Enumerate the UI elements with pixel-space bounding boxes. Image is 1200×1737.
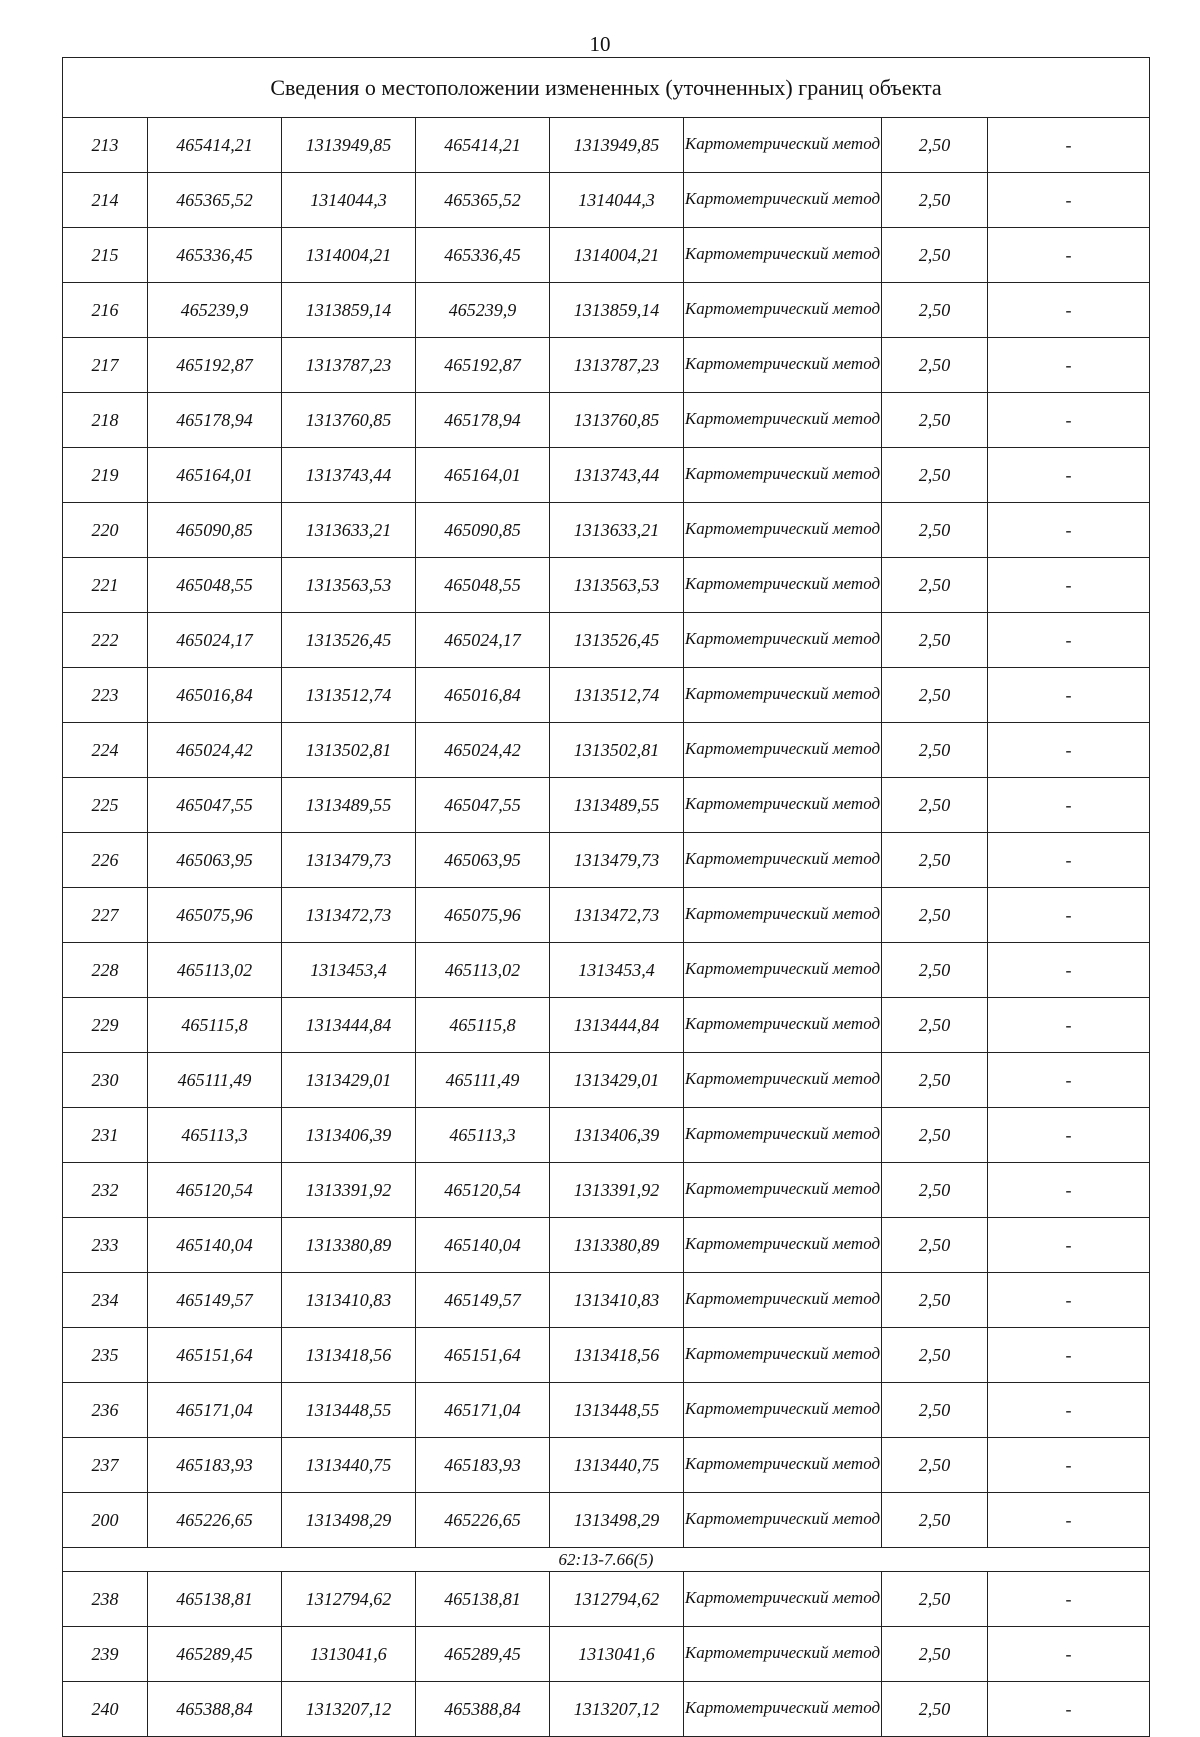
point-number-cell: 222 [63,613,148,668]
description-cell: - [988,888,1150,943]
x-existing-cell: 465239,9 [148,283,282,338]
x-existing-cell: 465226,65 [148,1493,282,1548]
point-number-cell: 221 [63,558,148,613]
table-title-row [63,58,1150,118]
x-new-cell: 465111,49 [416,1053,550,1108]
description-cell: - [988,943,1150,998]
y-existing-cell: 1313787,23 [282,338,416,393]
point-number-cell: 215 [63,228,148,283]
method-cell: Картометрический метод [684,393,882,448]
method-cell: Картометрический метод [684,338,882,393]
x-new-cell: 465192,87 [416,338,550,393]
y-new-cell: 1313498,29 [550,1493,684,1548]
x-new-cell: 465140,04 [416,1218,550,1273]
description-cell: - [988,1218,1150,1273]
method-cell: Картометрический метод [684,1682,882,1737]
accuracy-cell: 2,50 [882,393,988,448]
description-cell: - [988,283,1150,338]
description-cell: - [988,723,1150,778]
x-existing-cell: 465113,3 [148,1108,282,1163]
x-new-cell: 465365,52 [416,173,550,228]
x-existing-cell: 465414,21 [148,118,282,173]
x-existing-cell: 465178,94 [148,393,282,448]
method-cell: Картометрический метод [684,1438,882,1493]
table-row [63,778,1150,833]
table-row [63,448,1150,503]
accuracy-cell: 2,50 [882,338,988,393]
x-existing-cell: 465149,57 [148,1273,282,1328]
x-new-cell: 465239,9 [416,283,550,338]
section-row [63,1548,1150,1572]
y-existing-cell: 1313440,75 [282,1438,416,1493]
description-cell: - [988,1273,1150,1328]
y-new-cell: 1313380,89 [550,1218,684,1273]
table-row [63,888,1150,943]
x-existing-cell: 465075,96 [148,888,282,943]
table-row [63,503,1150,558]
x-new-cell: 465075,96 [416,888,550,943]
x-existing-cell: 465063,95 [148,833,282,888]
description-cell: - [988,1053,1150,1108]
point-number-cell: 227 [63,888,148,943]
method-cell: Картометрический метод [684,173,882,228]
x-new-cell: 465414,21 [416,118,550,173]
accuracy-cell: 2,50 [882,888,988,943]
section-label: 62:13-7.66(5) [63,1548,1150,1572]
y-existing-cell: 1313498,29 [282,1493,416,1548]
table-row [63,1493,1150,1548]
accuracy-cell: 2,50 [882,613,988,668]
table-row [63,393,1150,448]
table-row [63,998,1150,1053]
y-new-cell: 1313448,55 [550,1383,684,1438]
y-existing-cell: 1313444,84 [282,998,416,1053]
y-new-cell: 1313859,14 [550,283,684,338]
y-new-cell: 1313453,4 [550,943,684,998]
point-number-cell: 230 [63,1053,148,1108]
description-cell: - [988,228,1150,283]
y-existing-cell: 1313448,55 [282,1383,416,1438]
accuracy-cell: 2,50 [882,283,988,338]
y-existing-cell: 1313472,73 [282,888,416,943]
table-row [63,668,1150,723]
accuracy-cell: 2,50 [882,118,988,173]
method-cell: Картометрический метод [684,503,882,558]
method-cell: Картометрический метод [684,1053,882,1108]
description-cell: - [988,503,1150,558]
y-existing-cell: 1313429,01 [282,1053,416,1108]
y-existing-cell: 1313410,83 [282,1273,416,1328]
table-row [63,943,1150,998]
table-row [63,1383,1150,1438]
table-row [63,1273,1150,1328]
table-row [63,613,1150,668]
y-new-cell: 1313502,81 [550,723,684,778]
y-new-cell: 1313391,92 [550,1163,684,1218]
x-existing-cell: 465171,04 [148,1383,282,1438]
y-new-cell: 1313633,21 [550,503,684,558]
y-new-cell: 1313479,73 [550,833,684,888]
x-new-cell: 465183,93 [416,1438,550,1493]
description-cell: - [988,338,1150,393]
accuracy-cell: 2,50 [882,1627,988,1682]
description-cell: - [988,1328,1150,1383]
description-cell: - [988,1108,1150,1163]
method-cell: Картометрический метод [684,778,882,833]
x-new-cell: 465047,55 [416,778,550,833]
point-number-cell: 237 [63,1438,148,1493]
y-new-cell: 1313440,75 [550,1438,684,1493]
x-existing-cell: 465140,04 [148,1218,282,1273]
y-existing-cell: 1313502,81 [282,723,416,778]
x-existing-cell: 465047,55 [148,778,282,833]
x-existing-cell: 465388,84 [148,1682,282,1737]
description-cell: - [988,1572,1150,1627]
y-existing-cell: 1313391,92 [282,1163,416,1218]
x-new-cell: 465120,54 [416,1163,550,1218]
accuracy-cell: 2,50 [882,1328,988,1383]
y-new-cell: 1313563,53 [550,558,684,613]
x-new-cell: 465171,04 [416,1383,550,1438]
x-new-cell: 465048,55 [416,558,550,613]
y-new-cell: 1313041,6 [550,1627,684,1682]
y-existing-cell: 1313526,45 [282,613,416,668]
description-cell: - [988,1627,1150,1682]
y-new-cell: 1313418,56 [550,1328,684,1383]
x-new-cell: 465063,95 [416,833,550,888]
point-number-cell: 220 [63,503,148,558]
x-new-cell: 465149,57 [416,1273,550,1328]
page-number: 10 [589,32,611,56]
y-new-cell: 1313949,85 [550,118,684,173]
x-existing-cell: 465164,01 [148,448,282,503]
y-new-cell: 1313207,12 [550,1682,684,1737]
method-cell: Картометрический метод [684,943,882,998]
accuracy-cell: 2,50 [882,448,988,503]
table-row [63,1572,1150,1627]
accuracy-cell: 2,50 [882,1682,988,1737]
accuracy-cell: 2,50 [882,1053,988,1108]
y-new-cell: 1313489,55 [550,778,684,833]
x-existing-cell: 465138,81 [148,1572,282,1627]
description-cell: - [988,833,1150,888]
y-new-cell: 1313410,83 [550,1273,684,1328]
y-new-cell: 1313512,74 [550,668,684,723]
y-existing-cell: 1313479,73 [282,833,416,888]
x-new-cell: 465388,84 [416,1682,550,1737]
y-existing-cell: 1313489,55 [282,778,416,833]
point-number-cell: 218 [63,393,148,448]
y-new-cell: 1313526,45 [550,613,684,668]
y-existing-cell: 1313380,89 [282,1218,416,1273]
table-row [63,1328,1150,1383]
point-number-cell: 223 [63,668,148,723]
method-cell: Картометрический метод [684,283,882,338]
accuracy-cell: 2,50 [882,1163,988,1218]
description-cell: - [988,668,1150,723]
method-cell: Картометрический метод [684,668,882,723]
x-new-cell: 465113,02 [416,943,550,998]
method-cell: Картометрический метод [684,1108,882,1163]
table-row [63,118,1150,173]
accuracy-cell: 2,50 [882,1383,988,1438]
point-number-cell: 228 [63,943,148,998]
x-existing-cell: 465048,55 [148,558,282,613]
table-row [63,1682,1150,1737]
method-cell: Картометрический метод [684,1328,882,1383]
x-existing-cell: 465289,45 [148,1627,282,1682]
method-cell: Картометрический метод [684,723,882,778]
accuracy-cell: 2,50 [882,228,988,283]
y-existing-cell: 1312794,62 [282,1572,416,1627]
x-existing-cell: 465111,49 [148,1053,282,1108]
point-number-cell: 200 [63,1493,148,1548]
accuracy-cell: 2,50 [882,778,988,833]
method-cell: Картометрический метод [684,1627,882,1682]
table-row [63,1108,1150,1163]
point-number-cell: 239 [63,1627,148,1682]
point-number-cell: 219 [63,448,148,503]
point-number-cell: 235 [63,1328,148,1383]
x-existing-cell: 465365,52 [148,173,282,228]
x-existing-cell: 465336,45 [148,228,282,283]
method-cell: Картометрический метод [684,613,882,668]
accuracy-cell: 2,50 [882,833,988,888]
accuracy-cell: 2,50 [882,943,988,998]
x-new-cell: 465024,17 [416,613,550,668]
description-cell: - [988,1163,1150,1218]
point-number-cell: 213 [63,118,148,173]
y-existing-cell: 1313418,56 [282,1328,416,1383]
x-new-cell: 465113,3 [416,1108,550,1163]
x-existing-cell: 465016,84 [148,668,282,723]
method-cell: Картометрический метод [684,1163,882,1218]
method-cell: Картометрический метод [684,1383,882,1438]
x-existing-cell: 465115,8 [148,998,282,1053]
table-row [63,1627,1150,1682]
description-cell: - [988,1493,1150,1548]
description-cell: - [988,118,1150,173]
point-number-cell: 214 [63,173,148,228]
y-existing-cell: 1313743,44 [282,448,416,503]
y-existing-cell: 1314004,21 [282,228,416,283]
accuracy-cell: 2,50 [882,998,988,1053]
method-cell: Картометрический метод [684,1572,882,1627]
accuracy-cell: 2,50 [882,1273,988,1328]
accuracy-cell: 2,50 [882,1438,988,1493]
y-existing-cell: 1314044,3 [282,173,416,228]
x-new-cell: 465336,45 [416,228,550,283]
point-number-cell: 238 [63,1572,148,1627]
table-title: Сведения о местоположении измененных (уточненных) границ объекта [63,58,1150,118]
y-new-cell: 1313787,23 [550,338,684,393]
point-number-cell: 240 [63,1682,148,1737]
point-number-cell: 236 [63,1383,148,1438]
y-existing-cell: 1313041,6 [282,1627,416,1682]
y-new-cell: 1313429,01 [550,1053,684,1108]
method-cell: Картометрический метод [684,998,882,1053]
table-row [63,228,1150,283]
point-number-cell: 229 [63,998,148,1053]
description-cell: - [988,173,1150,228]
method-cell: Картометрический метод [684,118,882,173]
accuracy-cell: 2,50 [882,173,988,228]
description-cell: - [988,1438,1150,1493]
y-existing-cell: 1313859,14 [282,283,416,338]
table-row [63,833,1150,888]
x-existing-cell: 465024,42 [148,723,282,778]
x-existing-cell: 465151,64 [148,1328,282,1383]
method-cell: Картометрический метод [684,228,882,283]
table-row [63,283,1150,338]
accuracy-cell: 2,50 [882,503,988,558]
accuracy-cell: 2,50 [882,1218,988,1273]
x-new-cell: 465151,64 [416,1328,550,1383]
y-new-cell: 1313760,85 [550,393,684,448]
point-number-cell: 226 [63,833,148,888]
accuracy-cell: 2,50 [882,1493,988,1548]
x-new-cell: 465138,81 [416,1572,550,1627]
point-number-cell: 225 [63,778,148,833]
y-existing-cell: 1313760,85 [282,393,416,448]
y-existing-cell: 1313633,21 [282,503,416,558]
x-new-cell: 465164,01 [416,448,550,503]
x-existing-cell: 465120,54 [148,1163,282,1218]
point-number-cell: 232 [63,1163,148,1218]
y-new-cell: 1312794,62 [550,1572,684,1627]
x-new-cell: 465024,42 [416,723,550,778]
accuracy-cell: 2,50 [882,1572,988,1627]
x-new-cell: 465016,84 [416,668,550,723]
y-new-cell: 1314004,21 [550,228,684,283]
point-number-cell: 234 [63,1273,148,1328]
point-number-cell: 233 [63,1218,148,1273]
table-row [63,558,1150,613]
y-new-cell: 1313406,39 [550,1108,684,1163]
method-cell: Картометрический метод [684,1273,882,1328]
description-cell: - [988,613,1150,668]
x-new-cell: 465115,8 [416,998,550,1053]
table-row [63,1053,1150,1108]
accuracy-cell: 2,50 [882,558,988,613]
method-cell: Картометрический метод [684,558,882,613]
description-cell: - [988,448,1150,503]
y-existing-cell: 1313406,39 [282,1108,416,1163]
description-cell: - [988,393,1150,448]
y-existing-cell: 1313207,12 [282,1682,416,1737]
x-new-cell: 465090,85 [416,503,550,558]
x-existing-cell: 465183,93 [148,1438,282,1493]
table-row [63,1163,1150,1218]
y-existing-cell: 1313453,4 [282,943,416,998]
x-new-cell: 465178,94 [416,393,550,448]
x-existing-cell: 465024,17 [148,613,282,668]
x-existing-cell: 465192,87 [148,338,282,393]
point-number-cell: 231 [63,1108,148,1163]
description-cell: - [988,1682,1150,1737]
method-cell: Картометрический метод [684,1218,882,1273]
accuracy-cell: 2,50 [882,1108,988,1163]
point-number-cell: 216 [63,283,148,338]
method-cell: Картометрический метод [684,833,882,888]
accuracy-cell: 2,50 [882,668,988,723]
y-existing-cell: 1313563,53 [282,558,416,613]
x-existing-cell: 465113,02 [148,943,282,998]
description-cell: - [988,558,1150,613]
x-new-cell: 465226,65 [416,1493,550,1548]
y-new-cell: 1314044,3 [550,173,684,228]
description-cell: - [988,998,1150,1053]
table-row [63,1218,1150,1273]
accuracy-cell: 2,50 [882,723,988,778]
description-cell: - [988,1383,1150,1438]
point-number-cell: 224 [63,723,148,778]
table-row [63,173,1150,228]
x-new-cell: 465289,45 [416,1627,550,1682]
table-row [63,723,1150,778]
y-new-cell: 1313743,44 [550,448,684,503]
y-new-cell: 1313444,84 [550,998,684,1053]
y-existing-cell: 1313949,85 [282,118,416,173]
table-row [63,1438,1150,1493]
method-cell: Картометрический метод [684,448,882,503]
x-existing-cell: 465090,85 [148,503,282,558]
y-new-cell: 1313472,73 [550,888,684,943]
description-cell: - [988,778,1150,833]
point-number-cell: 217 [63,338,148,393]
table-row [63,338,1150,393]
y-existing-cell: 1313512,74 [282,668,416,723]
method-cell: Картометрический метод [684,888,882,943]
method-cell: Картометрический метод [684,1493,882,1548]
boundary-coordinates-table [62,57,1150,1737]
